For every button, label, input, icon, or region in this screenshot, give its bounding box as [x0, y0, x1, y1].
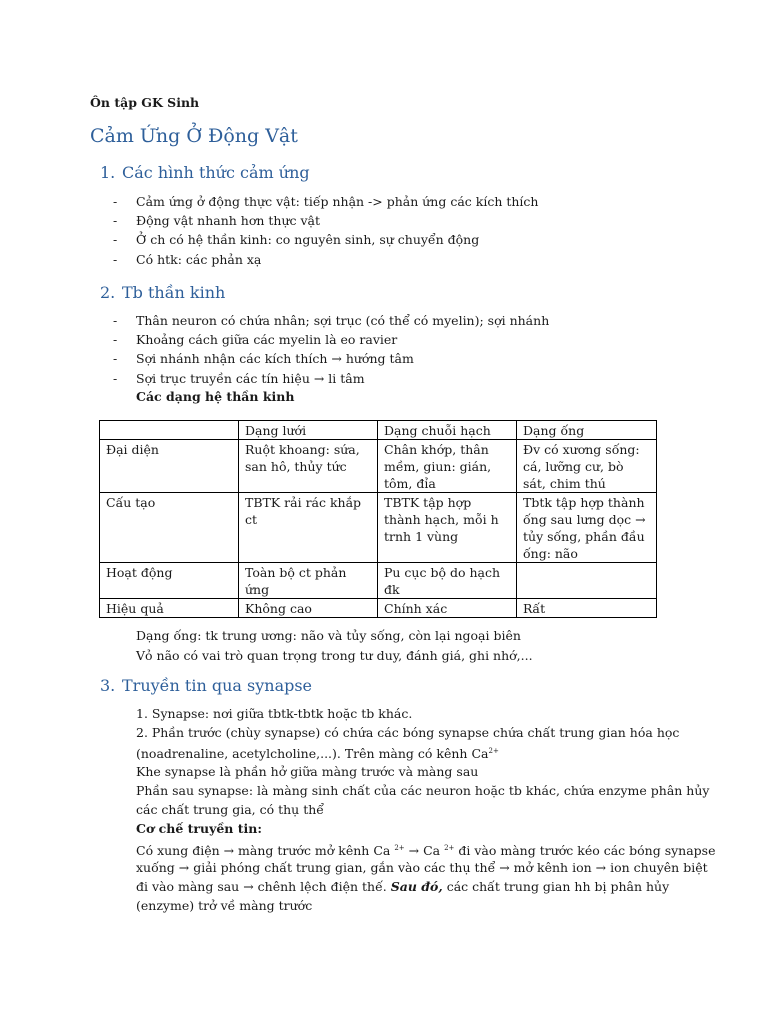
- bullet-dash: -: [113, 213, 118, 228]
- table-row: [100, 493, 657, 563]
- table-cell: Không cao: [239, 599, 378, 618]
- bullet-dash: -: [113, 351, 118, 366]
- section-1-title: Các hình thức cảm ứng: [122, 163, 310, 182]
- superscript: 2+: [444, 844, 455, 852]
- section-1-number: 1.: [100, 163, 116, 182]
- table-cell: Ruột khoang: sứa, san hô, thủy tức: [239, 440, 378, 493]
- table-cell: Cấu tạo: [100, 493, 239, 563]
- bullet-dash: -: [113, 252, 118, 267]
- synapse-paragraph: Phần sau synapse: là màng sinh chất của các neuron hoặc tb khác, chứa enzyme phân hủy: [136, 783, 710, 798]
- table-cell: Chân khớp, thân mềm, giun: gián, tôm, đỉa: [378, 440, 517, 493]
- table-cell: Đại diện: [100, 440, 239, 493]
- table-row: [100, 563, 657, 599]
- mechanism-title: Cơ chế truyền tin:: [136, 821, 262, 836]
- bullet-text: Sợi nhánh nhận các kích thích → hướng tâm: [136, 351, 414, 366]
- text-run: đi vào màng sau → chênh lệch điện thế.: [136, 879, 391, 894]
- superscript: 2+: [488, 747, 499, 755]
- nervous-system-table: [99, 420, 657, 618]
- table-cell: Hiệu quả: [100, 599, 239, 618]
- table-cell: Tbtk tập hợp thành ống sau lưng dọc → tủy sống, phần đầu ống: não: [517, 493, 657, 563]
- bullet-dash: -: [113, 332, 118, 347]
- text-run: đi vào màng trước kéo các bóng synapse: [454, 843, 716, 859]
- table-cell: Chính xác: [378, 599, 517, 618]
- synapse-paragraph: Khe synapse là phần hở giữa màng trước và màng sau: [136, 764, 479, 779]
- table-cell: Rất: [517, 599, 657, 618]
- section-2-number: 2.: [100, 283, 116, 302]
- mechanism-line: (enzyme) trở về màng trước: [136, 898, 313, 913]
- table-header-cell: Dạng ống: [517, 421, 657, 440]
- mechanism-line: [136, 839, 716, 860]
- table-cell: Hoạt động: [100, 563, 239, 599]
- table-row: [100, 599, 657, 618]
- table-cell: [517, 563, 657, 599]
- table-cell: TBTK rải rác khắp ct: [239, 493, 378, 563]
- main-heading: Cảm Ứng Ở Động Vật: [90, 125, 298, 147]
- bullet-text: Cảm ứng ở động thực vật: tiếp nhận -> phản ứng các kích thích: [136, 194, 539, 209]
- synapse-paragraph: 1. Synapse: nơi giữa tbtk-tbtk hoặc tb khác.: [136, 706, 413, 721]
- note-line: Dạng ống: tk trung ương: não và tủy sống, còn lại ngoại biên: [136, 628, 521, 643]
- table-header-row: [100, 421, 657, 440]
- bullet-text: Ở ch có hệ thần kinh: co nguyên sinh, sự chuyển động: [136, 232, 480, 247]
- section-2-title: Tb thần kinh: [122, 283, 226, 302]
- bullet-text: Sợi trục truyền các tín hiệu → li tâm: [136, 371, 365, 386]
- text-run: các chất trung gian hh bị phân hủy: [442, 879, 670, 894]
- synapse-paragraph: 2. Phần trước (chùy synapse) có chứa các bóng synapse chứa chất trung gian hóa học: [136, 725, 680, 740]
- table-cell: Pu cục bộ do hạch đk: [378, 563, 517, 599]
- section-3-title: Truyền tin qua synapse: [122, 676, 313, 695]
- document-title: Ôn tập GK Sinh: [90, 95, 200, 110]
- table-row: [100, 440, 657, 493]
- table-subheading: Các dạng hệ thần kinh: [136, 389, 295, 404]
- mechanism-line: [136, 877, 669, 896]
- synapse-paragraph: các chất trung gia, có thụ thể: [136, 802, 324, 817]
- bullet-text: Khoảng cách giữa các myelin là eo ravier: [136, 332, 398, 347]
- mechanism-line: xuống → giải phóng chất trung gian, gắn vào các thụ thể → mở kênh ion → ion chuyên biệt: [136, 860, 708, 875]
- table-cell: Toàn bộ ct phản ứng: [239, 563, 378, 599]
- bullet-text: Có htk: các phản xạ: [136, 252, 262, 267]
- bullet-dash: -: [113, 232, 118, 247]
- synapse-paragraph: [136, 742, 499, 763]
- table-header-cell: [100, 421, 239, 440]
- bullet-text: Động vật nhanh hơn thực vật: [136, 213, 321, 228]
- bullet-dash: -: [113, 313, 118, 328]
- bullet-text: Thân neuron có chứa nhân; sợi trục (có thể có myelin); sợi nhánh: [136, 313, 550, 328]
- bullet-dash: -: [113, 194, 118, 209]
- table-header-cell: Dạng chuỗi hạch: [378, 421, 517, 440]
- text-run: → Ca: [404, 843, 445, 859]
- section-3-number: 3.: [100, 676, 116, 695]
- emphasis-text: Sau đó,: [390, 879, 443, 894]
- table-cell: Đv có xương sống: cá, lưỡng cư, bò sát, chim thú: [517, 440, 657, 493]
- note-line: Vỏ não có vai trò quan trọng trong tư duy, đánh giá, ghi nhớ,...: [136, 648, 533, 663]
- bullet-dash: -: [113, 371, 118, 386]
- table-cell: TBTK tập hợp thành hạch, mỗi h trnh 1 vùng: [378, 493, 517, 563]
- text-run: (noadrenaline, acetylcholine,...). Trên màng có kênh Ca: [136, 746, 489, 762]
- text-run: Có xung điện → màng trước mở kênh Ca: [136, 843, 395, 859]
- superscript: 2+: [394, 844, 405, 852]
- table-header-cell: Dạng lưới: [239, 421, 378, 440]
